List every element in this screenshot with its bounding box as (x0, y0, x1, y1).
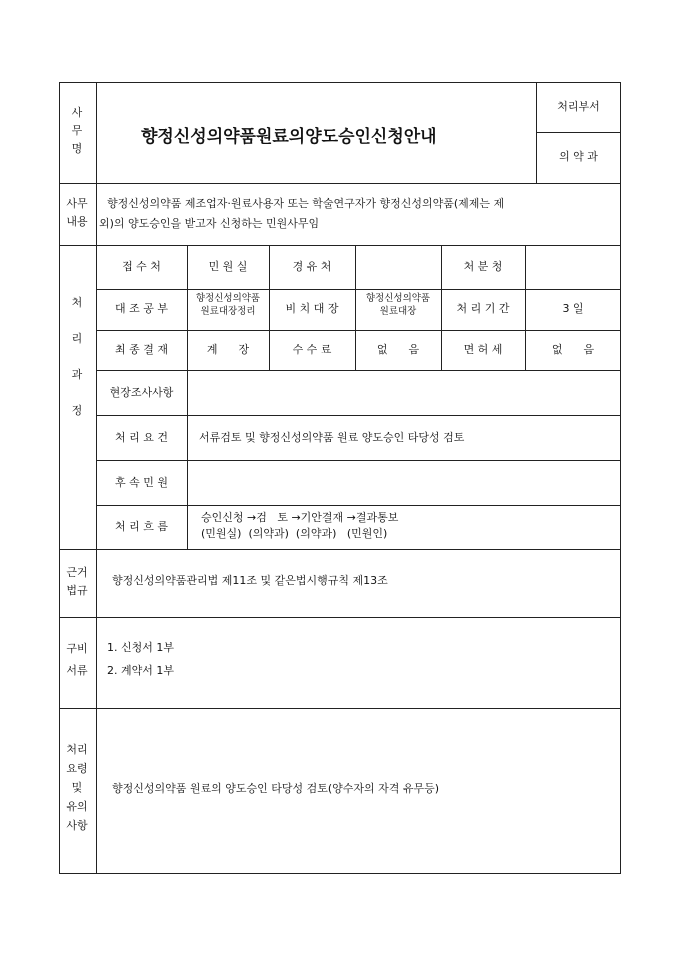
cell-approval-value: 계 장 (206, 343, 250, 356)
divider (96, 505, 621, 506)
docs-item: 1. 신청서 1부 (107, 641, 174, 654)
divider (96, 415, 621, 416)
cell-fee-value: 없 음 (376, 343, 420, 356)
requirement-value: 서류검토 및 향정신성의약품 원료 양도승인 타당성 검토 (199, 431, 465, 444)
flow-line-1: 승인신청 →검 토 →기안결재 →결과통보 (201, 511, 399, 524)
cell-fee-label: 수 수 료 (292, 343, 332, 356)
divider (536, 132, 621, 133)
law-value: 향정신성의약품관리법 제11조 및 같은법시행규칙 제13조 (112, 574, 388, 587)
follow-up-label: 후 속 민 원 (115, 476, 168, 489)
divider (59, 245, 621, 246)
site-inspection-label: 현장조사사항 (109, 386, 174, 399)
requirement-label: 처 리 요 건 (115, 431, 168, 444)
docs-label: 구비 서류 (66, 642, 88, 677)
divider (96, 330, 621, 331)
header-label: 사 무 명 (71, 106, 83, 155)
cell-keep-value: 향정신성의약품 원료대장 (365, 293, 431, 317)
cell-license-tax-value: 없 음 (551, 343, 595, 356)
divider (59, 708, 621, 709)
divider (59, 183, 621, 184)
cell-period-label: 처 리 기 간 (456, 302, 510, 315)
cell-ledger-label: 대 조 공 부 (115, 302, 168, 315)
notes-label: 처리 요령 및 유의 사항 (66, 743, 88, 832)
cell-reception-value: 민 원 실 (208, 260, 248, 273)
flow-label: 처 리 흐 름 (115, 520, 168, 533)
docs-item: 2. 계약서 1부 (107, 664, 174, 677)
cell-license-tax-label: 면 허 세 (463, 343, 503, 356)
divider (96, 370, 621, 371)
form-document (59, 82, 621, 874)
content-line-1: 향정신성의약품 제조업자·원료사용자 또는 학술연구자가 향정신성의약품(제제는 제 (107, 197, 505, 210)
divider (96, 460, 621, 461)
divider (96, 289, 621, 290)
cell-ledger-value: 향정신성의약품 원료대장정리 (195, 293, 261, 317)
cell-keep-label: 비 치 대 장 (285, 302, 339, 315)
divider (59, 549, 621, 550)
divider (187, 245, 188, 549)
law-label: 근거 법규 (66, 566, 88, 597)
dept-label: 처리부서 (557, 100, 600, 113)
cell-period-value: 3 일 (562, 302, 584, 315)
content-label: 사무 내용 (66, 197, 88, 228)
cell-approval-label: 최 종 결 재 (115, 343, 168, 356)
notes-value: 향정신성의약품 원료의 양도승인 타당성 검토(양수자의 자격 유무등) (112, 782, 440, 795)
page-title: 향정신성의약품원료의양도승인신청안내 (141, 127, 437, 147)
dept-value: 의 약 과 (559, 150, 598, 163)
content-line-2: 외)의 양도승인을 받고자 신청하는 민원사무임 (99, 217, 320, 230)
cell-reception-label: 접 수 처 (122, 260, 161, 273)
process-label: 처 리 과 정 (71, 296, 83, 417)
flow-line-2: (민원실) (의약과) (의약과) (민원인) (201, 527, 388, 540)
cell-via-label: 경 유 처 (292, 260, 332, 273)
divider (59, 617, 621, 618)
cell-authority-label: 처 분 청 (463, 260, 503, 273)
